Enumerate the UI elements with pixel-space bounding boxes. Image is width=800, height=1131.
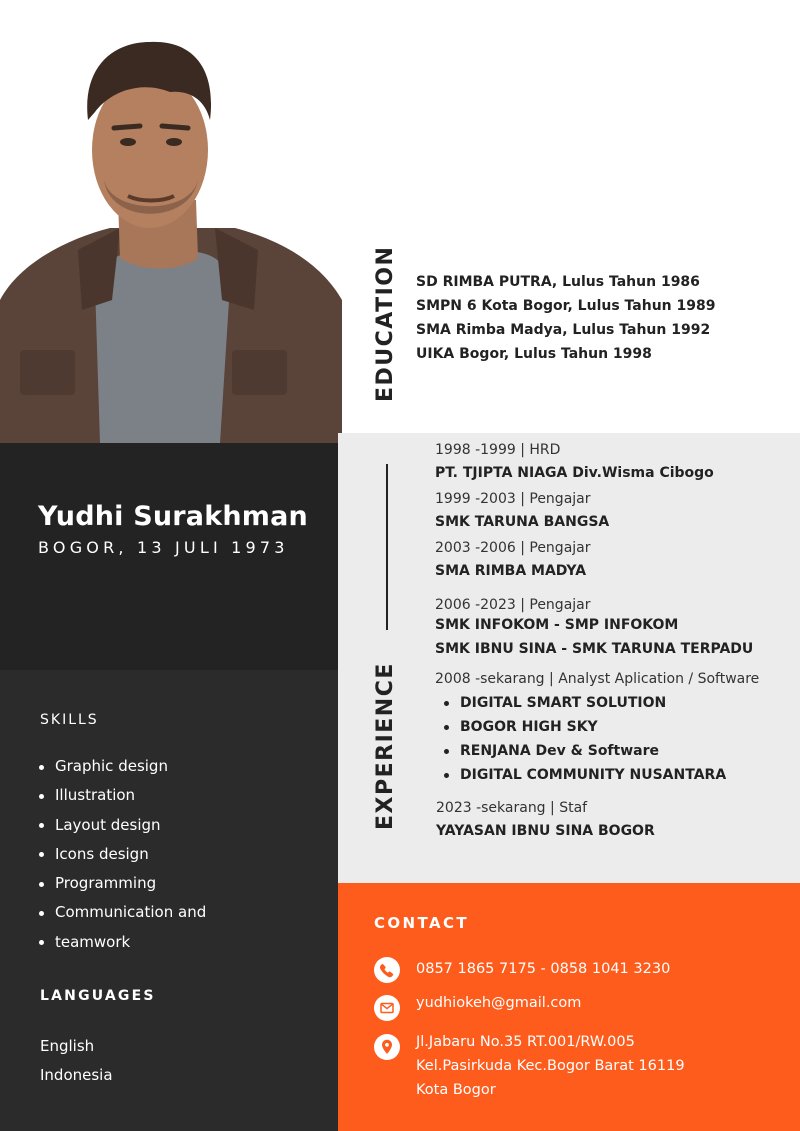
experience-item <box>436 799 655 844</box>
skill-item: Graphic design <box>38 752 328 781</box>
address-text <box>416 1030 685 1102</box>
divider-line <box>386 464 388 630</box>
experience-date: 1999 -2003 | Pengajar <box>435 491 591 507</box>
address-line: Kel.Pasirkuda Kec.Bogor Barat 16119 <box>416 1058 685 1074</box>
education-item: SMA Rimba Madya, Lulus Tahun 1992 <box>416 322 711 338</box>
experience-org: SMA RIMBA MADYA <box>435 563 587 579</box>
name-header <box>0 443 338 670</box>
experience-org: SMK INFOKOM - SMP INFOKOM <box>435 617 679 633</box>
experience-date: 2006 -2023 | Pengajar <box>435 597 591 613</box>
language-item: English <box>40 1037 95 1055</box>
language-item: Indonesia <box>40 1065 113 1084</box>
birth-info: BOGOR, 13 JULI 1973 <box>38 538 289 557</box>
experience-org: SMK TARUNA BANGSA <box>435 514 610 530</box>
skill-item: Icons design <box>38 840 328 869</box>
languages-list <box>40 1032 113 1089</box>
experience-date: 1998 -1999 | HRD <box>435 442 561 458</box>
education-item: UIKA Bogor, Lulus Tahun 1998 <box>416 346 652 362</box>
experience-bullet: BOGOR HIGH SKY <box>435 715 759 739</box>
skill-item: Illustration <box>38 781 328 810</box>
skill-item: Programming <box>38 869 328 898</box>
profile-photo <box>0 0 342 443</box>
education-heading: EDUCATION <box>373 245 398 402</box>
experience-date: 2008 -sekarang | Analyst Aplication / Software <box>435 671 760 687</box>
email-text[interactable]: yudhiokeh@gmail.com <box>416 995 582 1011</box>
location-pin-icon <box>374 1034 400 1060</box>
education-item: SMPN 6 Kota Bogor, Lulus Tahun 1989 <box>416 298 716 314</box>
contact-heading: CONTACT <box>374 914 470 932</box>
experience-heading: EXPERIENCE <box>373 662 398 830</box>
experience-bullet: RENJANA Dev & Software <box>435 739 759 763</box>
address-line: Jl.Jabaru No.35 RT.001/RW.005 <box>416 1034 635 1050</box>
sidebar <box>0 670 338 1131</box>
profile-name: Yudhi Surakhman <box>38 501 308 532</box>
skills-heading: SKILLS <box>40 712 99 728</box>
skills-list <box>38 752 328 957</box>
experience-item <box>435 441 714 486</box>
experience-date: 2003 -2006 | Pengajar <box>435 540 591 556</box>
skill-item-continuation: teamwork <box>38 928 328 957</box>
education-list <box>416 270 715 366</box>
skill-item: Layout design <box>38 811 328 840</box>
skill-item: Communication and <box>38 898 328 927</box>
experience-item <box>435 596 753 663</box>
mail-icon <box>374 995 400 1021</box>
languages-heading: LANGUAGES <box>40 988 156 1004</box>
experience-bullet-list <box>435 691 759 787</box>
phone-icon <box>374 957 400 983</box>
phone-text[interactable]: 0857 1865 7175 - 0858 1041 3230 <box>416 961 671 977</box>
experience-org: SMK IBNU SINA - SMK TARUNA TERPADU <box>435 641 754 657</box>
experience-org: YAYASAN IBNU SINA BOGOR <box>436 823 655 839</box>
address-line: Kota Bogor <box>416 1082 496 1098</box>
experience-item <box>435 539 591 584</box>
experience-bullet: DIGITAL SMART SOLUTION <box>435 691 759 715</box>
contact-section <box>338 883 800 1131</box>
experience-item <box>435 490 609 535</box>
experience-item <box>435 670 759 787</box>
experience-bullet: DIGITAL COMMUNITY NUSANTARA <box>435 763 759 787</box>
experience-date: 2023 -sekarang | Staf <box>436 800 588 816</box>
education-item: SD RIMBA PUTRA, Lulus Tahun 1986 <box>416 274 700 290</box>
experience-org: PT. TJIPTA NIAGA Div.Wisma Cibogo <box>435 465 714 481</box>
